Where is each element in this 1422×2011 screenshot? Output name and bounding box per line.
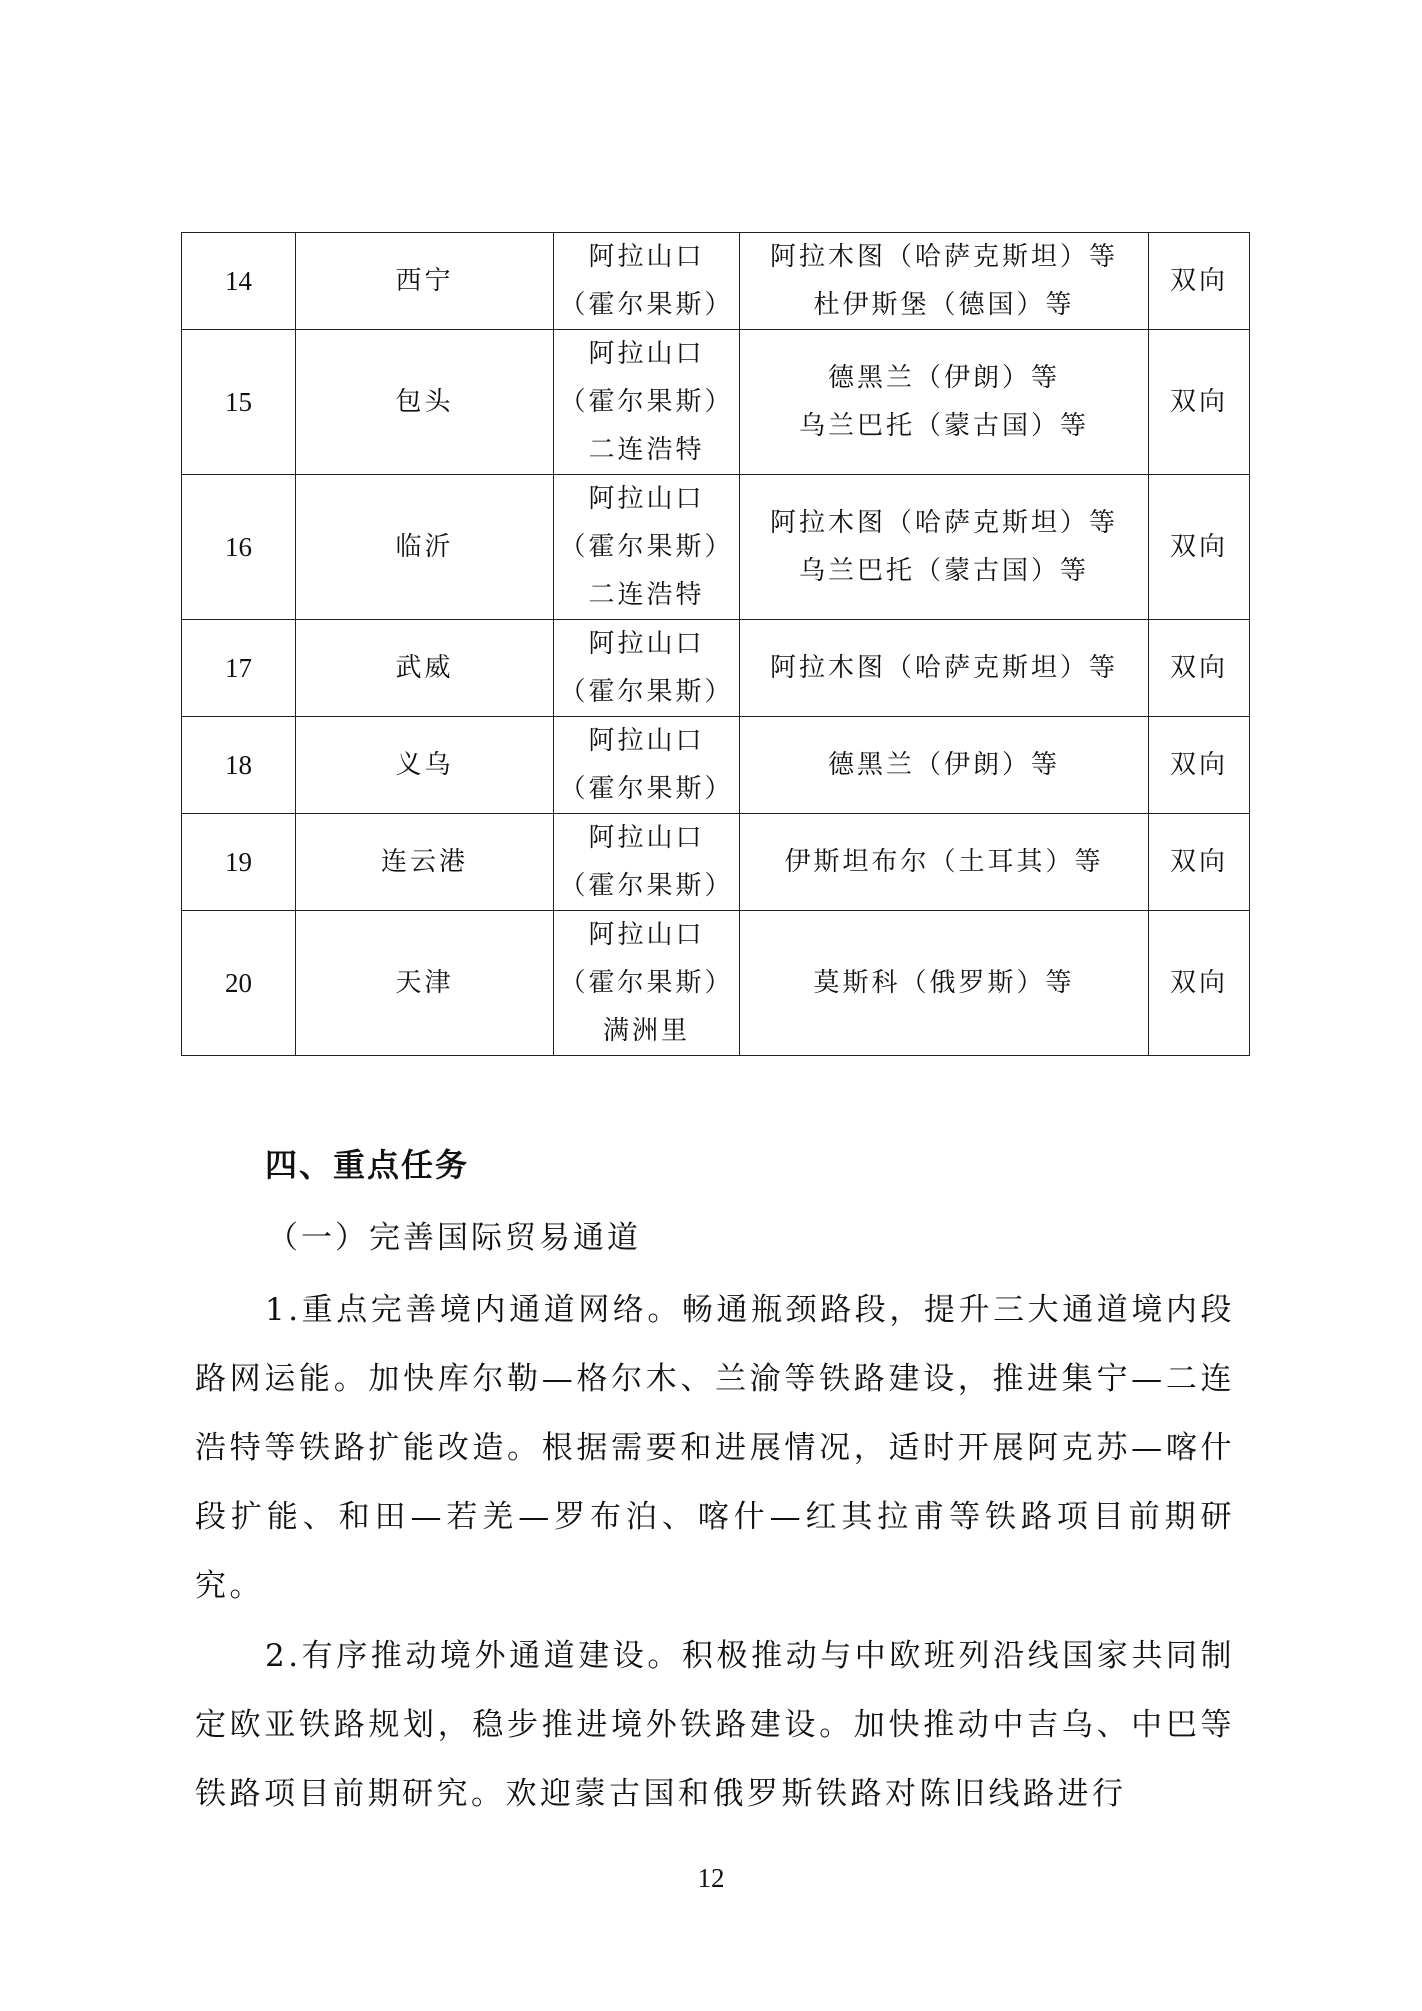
border-port [554, 717, 740, 814]
body-paragraph: 1.重点完善境内通道网络。畅通瓶颈路段，提升三大通道境内段路网运能。加快库尔勒—格尔木、兰渝等铁路建设，推进集宁—二连浩特等铁路扩能改造。根据需要和进展情况，适时开展阿克苏—喀什段扩能、和田—若羌—罗布泊、喀什—红其拉甫等铁路项目前期研究。 [195, 1292, 1235, 1604]
table-row [182, 233, 1250, 330]
direction: 双向 [1149, 620, 1250, 717]
destination [740, 330, 1149, 475]
section-subheading: （一）完善国际贸易通道 [267, 1220, 641, 1256]
border-port-line: （霍尔果斯） [559, 774, 734, 804]
border-port [554, 233, 740, 330]
border-port-line: 阿拉山口 [588, 823, 705, 853]
border-port-line: （霍尔果斯） [559, 968, 734, 998]
border-port-line: 阿拉山口 [588, 339, 705, 369]
origin-city: 西宁 [296, 233, 554, 330]
direction: 双向 [1149, 911, 1250, 1056]
origin-city: 义乌 [296, 717, 554, 814]
border-port-line: 满洲里 [602, 1016, 690, 1046]
origin-city: 包头 [296, 330, 554, 475]
destination-line: 阿拉木图（哈萨克斯坦）等 [769, 242, 1118, 272]
destination-line: 乌兰巴托（蒙古国）等 [798, 411, 1089, 441]
direction: 双向 [1149, 233, 1250, 330]
destination [740, 620, 1149, 717]
destination [740, 911, 1149, 1056]
row-number: 19 [182, 814, 296, 911]
border-port-line: 阿拉山口 [588, 920, 705, 950]
destination [740, 475, 1149, 620]
table-row [182, 330, 1250, 475]
origin-city: 天津 [296, 911, 554, 1056]
destination-line: 杜伊斯堡（德国）等 [813, 290, 1075, 320]
row-number: 18 [182, 717, 296, 814]
border-port-line: （霍尔果斯） [559, 871, 734, 901]
destination-line: 莫斯科（俄罗斯）等 [813, 968, 1075, 998]
row-number: 20 [182, 911, 296, 1056]
border-port-line: 阿拉山口 [588, 484, 705, 514]
direction: 双向 [1149, 717, 1250, 814]
border-port [554, 911, 740, 1056]
origin-city: 武威 [296, 620, 554, 717]
row-number: 14 [182, 233, 296, 330]
border-port [554, 620, 740, 717]
table-row [182, 911, 1250, 1056]
destination-line: 乌兰巴托（蒙古国）等 [798, 556, 1089, 586]
row-number: 15 [182, 330, 296, 475]
row-number: 17 [182, 620, 296, 717]
border-port [554, 814, 740, 911]
table-row [182, 814, 1250, 911]
origin-city: 临沂 [296, 475, 554, 620]
border-port-line: （霍尔果斯） [559, 532, 734, 562]
route-table [181, 232, 1250, 1056]
border-port-line: （霍尔果斯） [559, 677, 734, 707]
destination-line: 德黑兰（伊朗）等 [827, 750, 1060, 780]
border-port-line: 阿拉山口 [588, 726, 705, 756]
page-number: 12 [697, 1863, 725, 1893]
border-port-line: 阿拉山口 [588, 629, 705, 659]
border-port-line: 二连浩特 [588, 435, 705, 465]
destination [740, 233, 1149, 330]
border-port [554, 475, 740, 620]
destination [740, 814, 1149, 911]
destination [740, 717, 1149, 814]
destination-line: 德黑兰（伊朗）等 [827, 363, 1060, 393]
direction: 双向 [1149, 330, 1250, 475]
destination-line: 阿拉木图（哈萨克斯坦）等 [769, 508, 1118, 538]
body-paragraph: 2.有序推动境外通道建设。积极推动与中欧班列沿线国家共同制定欧亚铁路规划，稳步推进境外铁路建设。加快推动中吉乌、中巴等铁路项目前期研究。欢迎蒙古国和俄罗斯铁路对陈旧线路进行 [195, 1638, 1235, 1812]
border-port-line: （霍尔果斯） [559, 290, 734, 320]
route-table-body [182, 233, 1250, 1056]
row-number: 16 [182, 475, 296, 620]
border-port-line: （霍尔果斯） [559, 387, 734, 417]
table-row [182, 620, 1250, 717]
table-row [182, 717, 1250, 814]
border-port-line: 二连浩特 [588, 580, 705, 610]
border-port-line: 阿拉山口 [588, 242, 705, 272]
section-heading: 四、重点任务 [265, 1146, 470, 1184]
destination-line: 阿拉木图（哈萨克斯坦）等 [769, 653, 1118, 683]
destination-line: 伊斯坦布尔（土耳其）等 [784, 847, 1104, 877]
direction: 双向 [1149, 814, 1250, 911]
origin-city: 连云港 [296, 814, 554, 911]
direction: 双向 [1149, 475, 1250, 620]
border-port [554, 330, 740, 475]
table-row [182, 475, 1250, 620]
